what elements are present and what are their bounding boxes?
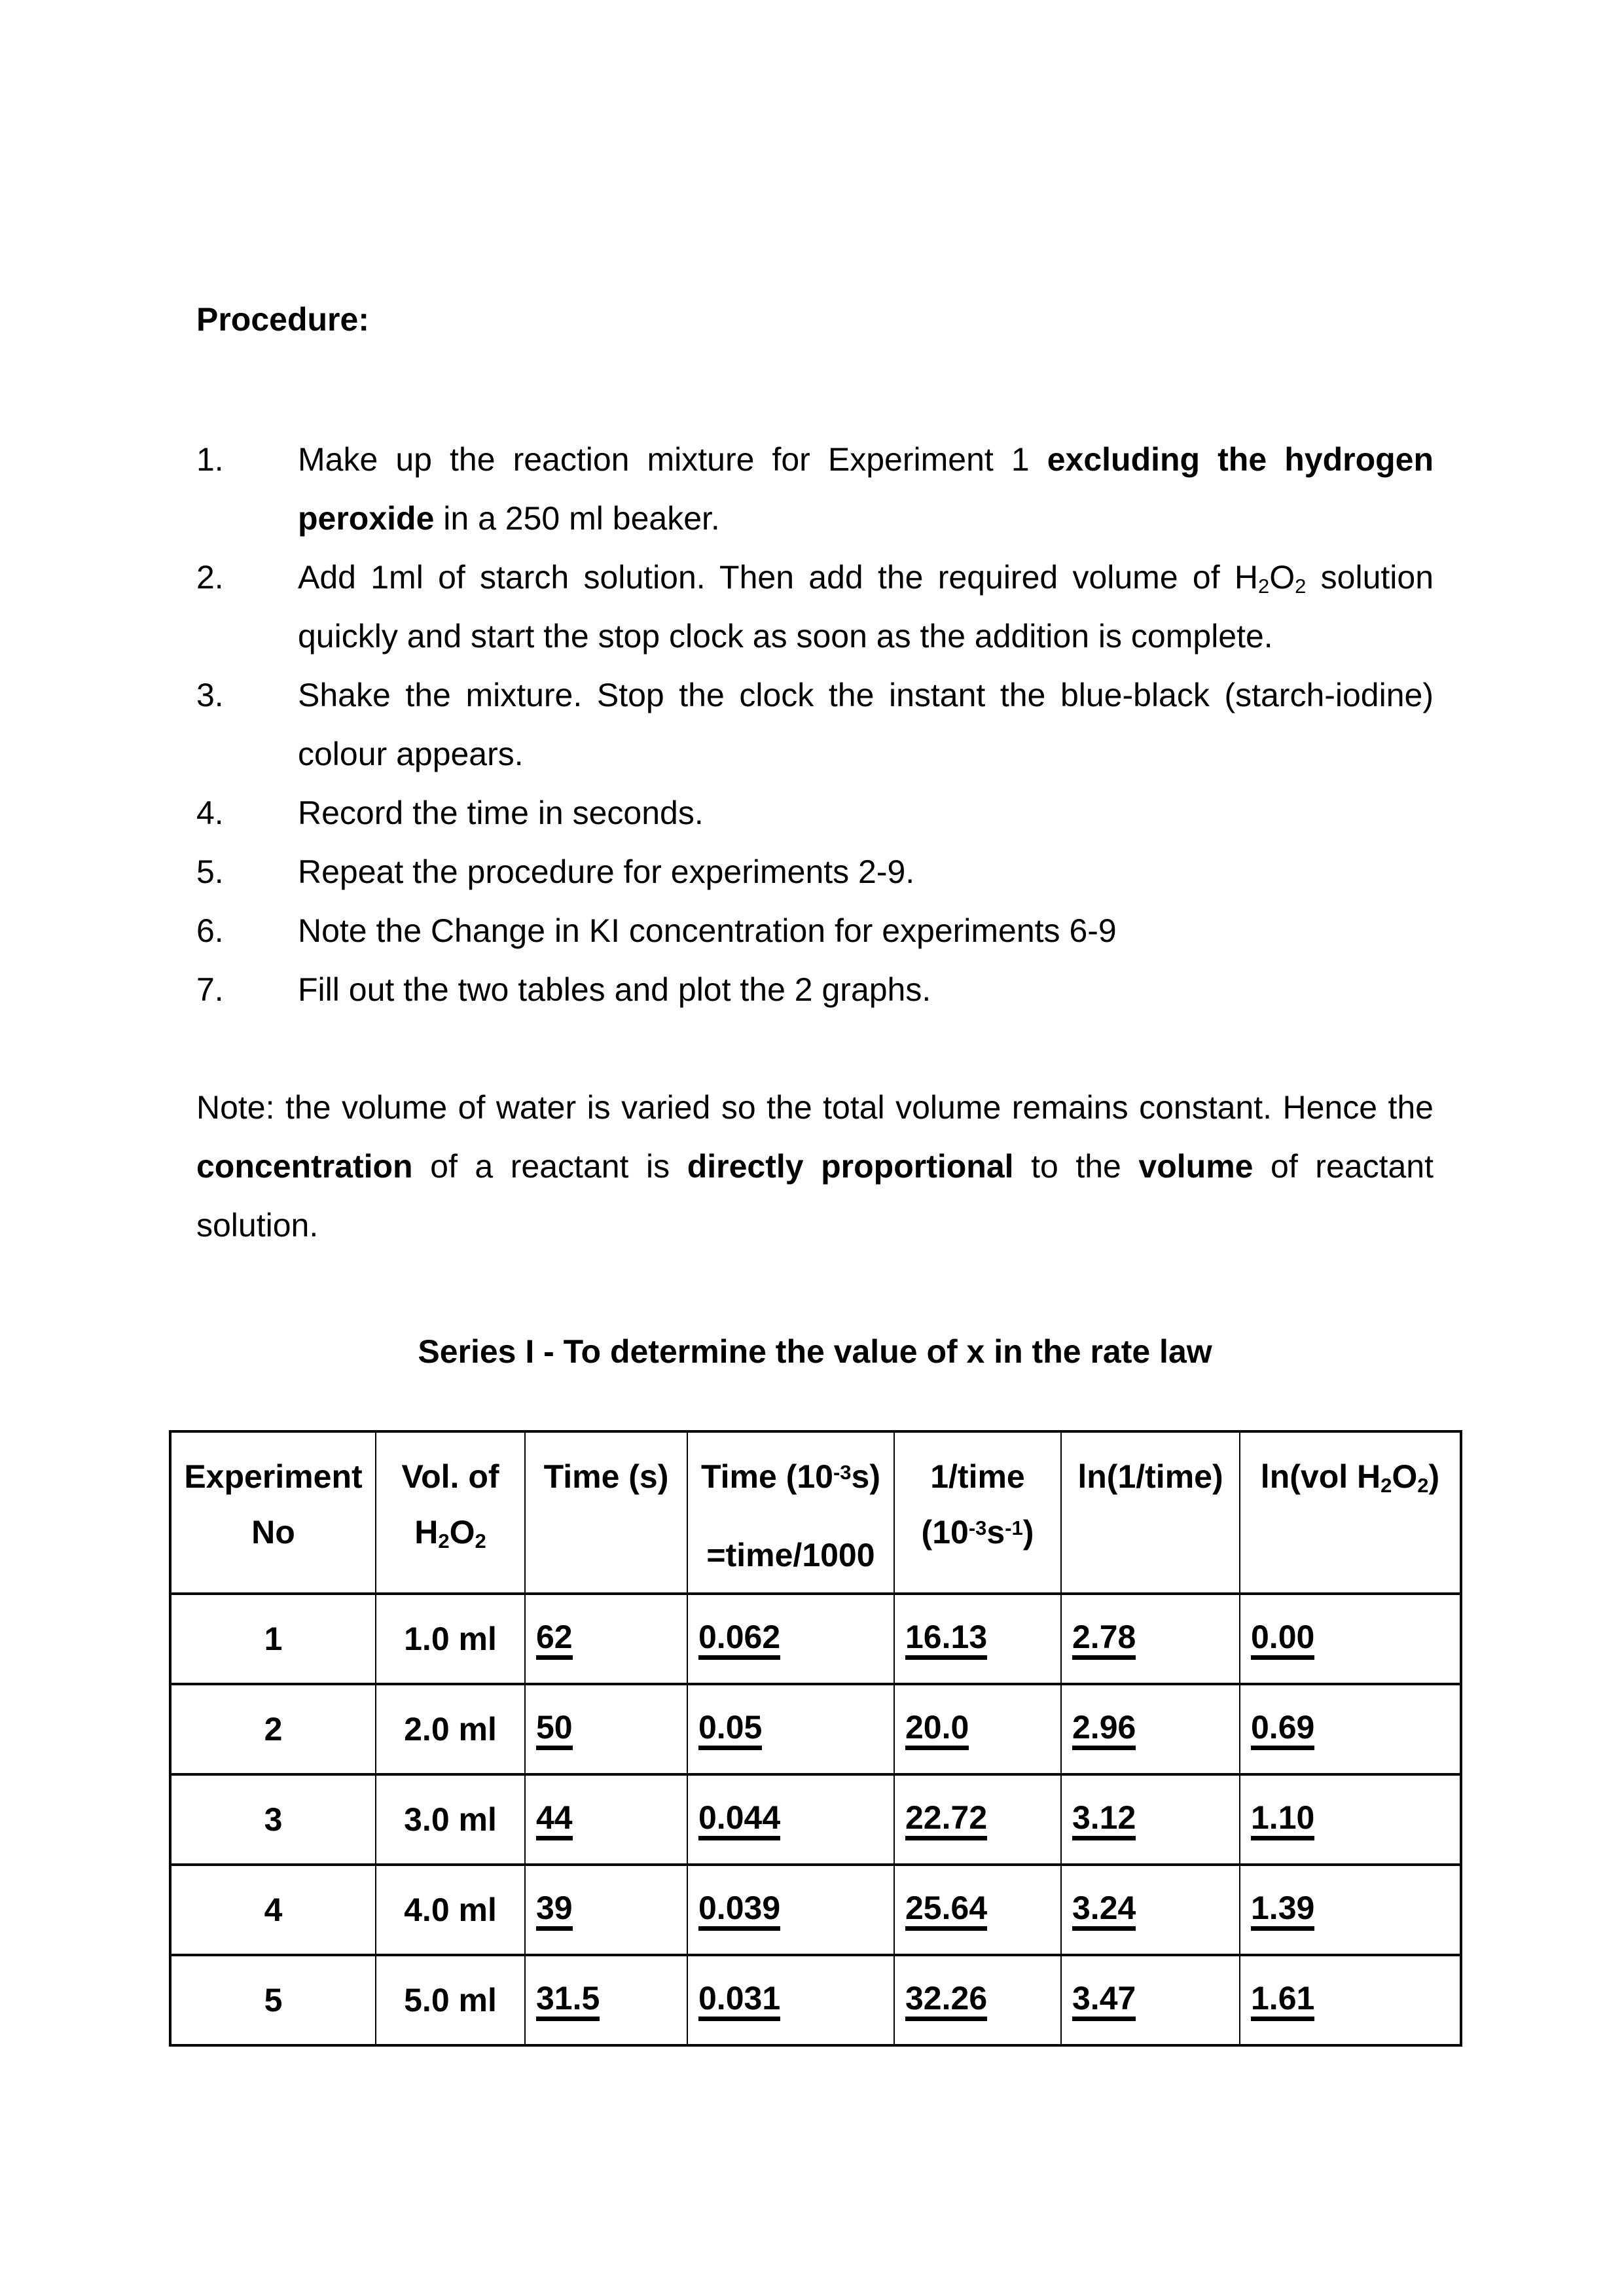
underlined-value: 3.12 [1072, 1801, 1136, 1841]
text-segment: ln(vol H [1260, 1458, 1381, 1495]
header-cell [894, 1431, 1061, 1594]
text-segment: Time (s) [543, 1458, 669, 1495]
text-segment: to the [1013, 1148, 1139, 1185]
procedure-heading: Procedure: [196, 301, 369, 338]
text-segment: solution [1306, 559, 1434, 596]
text-segment: ) [1022, 1514, 1034, 1551]
table-cell [687, 1955, 894, 2045]
text-segment: Add 1ml of starch solution. Then add the required volume of H [298, 559, 1258, 596]
item-number: 5. [196, 853, 224, 890]
text-segment: O [449, 1514, 475, 1551]
subscript: 2 [1417, 1473, 1429, 1497]
header-line [526, 1449, 686, 1505]
header-line [1062, 1449, 1238, 1505]
procedure-item [196, 842, 1434, 901]
table-row [170, 1594, 1461, 1684]
text-segment: H [414, 1514, 439, 1551]
text-line [298, 607, 1434, 666]
underlined-value: 0.031 [698, 1981, 780, 2022]
text-segment: Note: the volume of water is varied so the total volume remains constant. Hence the [196, 1089, 1434, 1126]
underlined-value: 0.062 [698, 1620, 780, 1660]
underlined-value: 44 [536, 1801, 573, 1841]
subscript: 2 [1257, 574, 1270, 598]
underlined-value: 0.00 [1251, 1620, 1314, 1660]
header-cell [1240, 1431, 1461, 1594]
item-text [298, 548, 1434, 666]
table-cell [525, 1865, 687, 1955]
header-cell [1061, 1431, 1240, 1594]
text-segment: Time (10 [701, 1458, 833, 1495]
underlined-value: 1.10 [1251, 1801, 1314, 1841]
underlined-value: 3.24 [1072, 1891, 1136, 1931]
subscript: 2 [1295, 574, 1307, 598]
table-cell [525, 1774, 687, 1865]
subscript: 2 [1380, 1473, 1392, 1497]
table-cell [1240, 1684, 1461, 1774]
text-segment: Make up the reaction mixture for Experiment 1 [298, 441, 1047, 478]
table-cell: 3 [170, 1774, 376, 1865]
header-line [689, 1449, 893, 1505]
underlined-value: 3.47 [1072, 1981, 1136, 2022]
table-cell [894, 1955, 1061, 2045]
table-cell: 4 [170, 1865, 376, 1955]
text-segment: O [1392, 1458, 1418, 1495]
underlined-value: 2.96 [1072, 1710, 1136, 1751]
text-segment: Vol. of [401, 1458, 499, 1495]
table-body [170, 1594, 1461, 2045]
table-cell [687, 1594, 894, 1684]
table-cell [687, 1865, 894, 1955]
text-line [298, 960, 1434, 1019]
text-segment: Note the Change in KI concentration for experiments 6-9 [298, 912, 1117, 949]
table-cell [894, 1865, 1061, 1955]
text-line [196, 1137, 1434, 1196]
text-segment: ln(1/time) [1077, 1458, 1223, 1495]
table-cell: 5 [170, 1955, 376, 2045]
item-text [298, 960, 1434, 1019]
text-segment: s) [851, 1458, 880, 1495]
table-cell: 1 [170, 1594, 376, 1684]
note-paragraph [196, 1078, 1434, 1255]
text-line [298, 725, 1434, 783]
procedure-item [196, 430, 1434, 548]
superscript: -3 [833, 1460, 852, 1484]
procedure-item [196, 666, 1434, 783]
item-text [298, 783, 1434, 842]
table-cell [1061, 1955, 1240, 2045]
underlined-value: 39 [536, 1891, 573, 1931]
table-cell [525, 1594, 687, 1684]
table-header-row [170, 1431, 1461, 1594]
item-number: 6. [196, 912, 224, 949]
underlined-value: 31.5 [536, 1981, 600, 2022]
procedure-item [196, 901, 1434, 960]
item-number: 2. [196, 559, 224, 596]
header-line [377, 1505, 524, 1560]
table-row [170, 1684, 1461, 1774]
table-cell [1240, 1955, 1461, 2045]
text-segment: excluding the hydrogen [1047, 441, 1434, 478]
underlined-value: 62 [536, 1620, 573, 1660]
table-cell: 3.0 ml [376, 1774, 525, 1865]
item-text [298, 842, 1434, 901]
text-line [196, 1078, 1434, 1137]
superscript: -1 [1005, 1516, 1023, 1539]
header-line [895, 1505, 1060, 1560]
item-text [298, 901, 1434, 960]
item-text [298, 430, 1434, 548]
series-heading: Series I - To determine the value of x in the rate law [418, 1333, 1212, 1370]
text-segment: (10 [921, 1514, 969, 1551]
table-cell: 1.0 ml [376, 1594, 525, 1684]
table-cell [1240, 1774, 1461, 1865]
table-cell [687, 1684, 894, 1774]
table-cell [525, 1684, 687, 1774]
text-segment: solution. [196, 1207, 319, 1244]
underlined-value: 1.61 [1251, 1981, 1314, 2022]
table-cell [894, 1774, 1061, 1865]
table-cell [1240, 1594, 1461, 1684]
table-cell [894, 1594, 1061, 1684]
text-segment: Record the time in seconds. [298, 795, 704, 831]
table-cell [1061, 1774, 1240, 1865]
item-number: 7. [196, 971, 224, 1008]
table-cell: 5.0 ml [376, 1955, 525, 2045]
header-line [172, 1505, 374, 1560]
results-table [169, 1430, 1462, 2047]
table-cell [525, 1955, 687, 2045]
text-segment: in a 250 ml beaker. [434, 500, 720, 537]
underlined-value: 32.26 [905, 1981, 987, 2022]
subscript: 2 [475, 1529, 486, 1552]
text-line [196, 1196, 1434, 1255]
header-cell [170, 1431, 376, 1594]
header-line [377, 1449, 524, 1505]
text-segment: of a reactant is [412, 1148, 687, 1185]
text-segment: of reactant [1253, 1148, 1434, 1185]
table-cell [1061, 1594, 1240, 1684]
text-segment: directly proportional [687, 1148, 1014, 1185]
text-line [298, 783, 1434, 842]
text-segment: colour appears. [298, 736, 524, 772]
text-line [298, 901, 1434, 960]
underlined-value: 0.044 [698, 1801, 780, 1841]
text-line [298, 666, 1434, 725]
underlined-value: 20.0 [905, 1710, 969, 1751]
text-line [298, 489, 1434, 548]
table-cell [1061, 1684, 1240, 1774]
table-cell: 2.0 ml [376, 1684, 525, 1774]
header-cell [687, 1431, 894, 1594]
text-line [298, 430, 1434, 489]
table-cell [894, 1684, 1061, 1774]
text-segment: Shake the mixture. Stop the clock the instant the blue-black (starch-iodine) [298, 677, 1434, 713]
underlined-value: 2.78 [1072, 1620, 1136, 1660]
procedure-item [196, 960, 1434, 1019]
underlined-value: 22.72 [905, 1801, 987, 1841]
underlined-value: 1.39 [1251, 1891, 1314, 1931]
header-line [689, 1528, 893, 1583]
text-segment: ) [1428, 1458, 1440, 1495]
text-segment: 1/time [930, 1458, 1025, 1495]
text-segment: quickly and start the stop clock as soon as the addition is complete. [298, 618, 1273, 655]
text-segment: peroxide [298, 500, 435, 537]
table-row [170, 1774, 1461, 1865]
superscript: -3 [968, 1516, 987, 1539]
table-cell [1061, 1865, 1240, 1955]
table-cell: 2 [170, 1684, 376, 1774]
table-row [170, 1865, 1461, 1955]
table-cell [687, 1774, 894, 1865]
underlined-value: 0.05 [698, 1710, 762, 1751]
procedure-item [196, 548, 1434, 666]
underlined-value: 16.13 [905, 1620, 987, 1660]
header-cell [376, 1431, 525, 1594]
text-segment: concentration [196, 1148, 413, 1185]
procedure-list [196, 430, 1434, 1019]
underlined-value: 0.039 [698, 1891, 780, 1931]
table-row [170, 1955, 1461, 2045]
item-number: 3. [196, 677, 224, 713]
table-cell: 4.0 ml [376, 1865, 525, 1955]
procedure-item [196, 783, 1434, 842]
text-line [298, 548, 1434, 607]
subscript: 2 [438, 1529, 450, 1552]
text-segment: O [1269, 559, 1295, 596]
item-number: 4. [196, 795, 224, 831]
text-segment: Experiment [184, 1458, 363, 1495]
text-segment: Repeat the procedure for experiments 2-9. [298, 853, 915, 890]
item-number: 1. [196, 441, 224, 478]
text-segment: s [986, 1514, 1005, 1551]
item-text [298, 666, 1434, 783]
header-cell [525, 1431, 687, 1594]
underlined-value: 50 [536, 1710, 573, 1751]
text-segment: volume [1138, 1148, 1254, 1185]
table-cell [1240, 1865, 1461, 1955]
text-segment: No [251, 1514, 295, 1551]
text-segment: =time/1000 [706, 1537, 875, 1573]
header-line [172, 1449, 374, 1505]
header-line [1241, 1449, 1459, 1505]
text-line [298, 842, 1434, 901]
underlined-value: 25.64 [905, 1891, 987, 1931]
underlined-value: 0.69 [1251, 1710, 1314, 1751]
text-segment: Fill out the two tables and plot the 2 graphs. [298, 971, 931, 1008]
header-line [895, 1449, 1060, 1505]
